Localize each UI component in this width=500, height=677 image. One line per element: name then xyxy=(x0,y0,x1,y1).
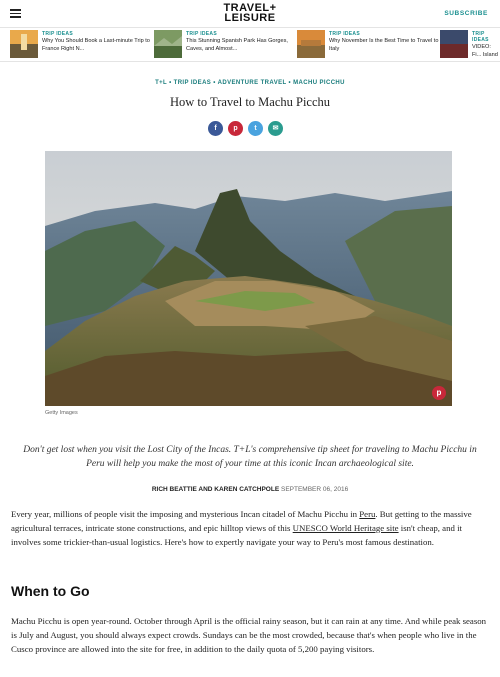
logo-line-1: TRAVEL+ xyxy=(223,2,277,14)
byline xyxy=(0,486,500,493)
email-share-button[interactable]: ✉ xyxy=(268,121,283,136)
paragraph-text: isn't cheap, and it involves some trickier-than-usual logistics. Here's how to expertly navigate your way to Peru's most famous destination. xyxy=(11,522,462,547)
strip-title: Why November Is the Best Time to Travel to Italy xyxy=(329,38,439,52)
image-credit: Getty Images xyxy=(45,410,78,416)
strip-tag: TRIP IDEAS xyxy=(42,31,73,37)
page-title: How to Travel to Machu Picchu xyxy=(169,95,331,109)
peru-link[interactable]: Peru xyxy=(359,509,376,519)
unesco-link[interactable]: UNESCO World Heritage site xyxy=(292,522,399,533)
pinterest-share-button[interactable]: p xyxy=(228,121,243,136)
paragraph-text: . But getting to the massive agricultural terraces, intricate stone constructions, and epic hilltop views of this xyxy=(11,509,472,533)
strip-tag: TRIP IDEAS xyxy=(329,31,360,37)
strip-title: This Stunning Spanish Park Has Gorges, Caves, and Almost... xyxy=(186,38,288,52)
strip-title: VIDEO: Fi... Island xyxy=(472,44,498,58)
article-paragraph: Machu Picchu is open year-round. October through April is the official rainy season, but it can rain at any time. And while peak season is July and August, you should always expect crowds. Sundays can be the most crowded, because that's when people who live in the Cusco province are allowed into the site for free, in addition to the daily quota of 5,200 paying visitors. xyxy=(11,616,487,654)
pin-image-button[interactable]: p xyxy=(432,386,446,400)
strip-tag: TRIP IDEAS xyxy=(186,31,217,37)
article-dek: Don't get lost when you visit the Lost City of the Incas. T+L's comprehensive tip sheet for traveling to Machu Picchu in Peru will help you make the most of your time at this iconic Incan archaeological site. xyxy=(23,445,477,469)
twitter-share-button[interactable]: t xyxy=(248,121,263,136)
thumbnail-image xyxy=(440,30,468,58)
hero-image xyxy=(45,151,452,406)
thumbnail-image xyxy=(297,30,325,58)
subscribe-link[interactable]: SUBSCRIBE xyxy=(444,10,488,17)
site-logo[interactable] xyxy=(0,3,500,23)
top-navigation-bar xyxy=(0,0,500,28)
related-articles-strip xyxy=(0,28,500,62)
thumbnail-image xyxy=(10,30,38,58)
share-buttons xyxy=(206,121,296,137)
machu-picchu-photo xyxy=(45,151,452,406)
strip-title: Why You Should Book a Last-minute Trip to France Right N... xyxy=(42,38,150,52)
facebook-share-button[interactable]: f xyxy=(208,121,223,136)
author-names[interactable]: RICH BEATTIE AND KAREN CATCHPOLE xyxy=(151,486,280,493)
publish-date: SEPTEMBER 06, 2016 xyxy=(280,486,349,493)
breadcrumb[interactable]: T+L • TRIP IDEAS • ADVENTURE TRAVEL • MACHU PICCHU xyxy=(155,80,345,86)
article-paragraph xyxy=(11,508,493,549)
paragraph-text: Every year, millions of people visit the imposing and mysterious Incan citadel of Machu Picchu in xyxy=(11,509,360,519)
logo-line-2: LEISURE xyxy=(224,12,276,24)
thumbnail-image xyxy=(154,30,182,58)
section-heading: When to Go xyxy=(11,583,90,599)
strip-tag: TRIP IDEAS xyxy=(472,31,489,43)
